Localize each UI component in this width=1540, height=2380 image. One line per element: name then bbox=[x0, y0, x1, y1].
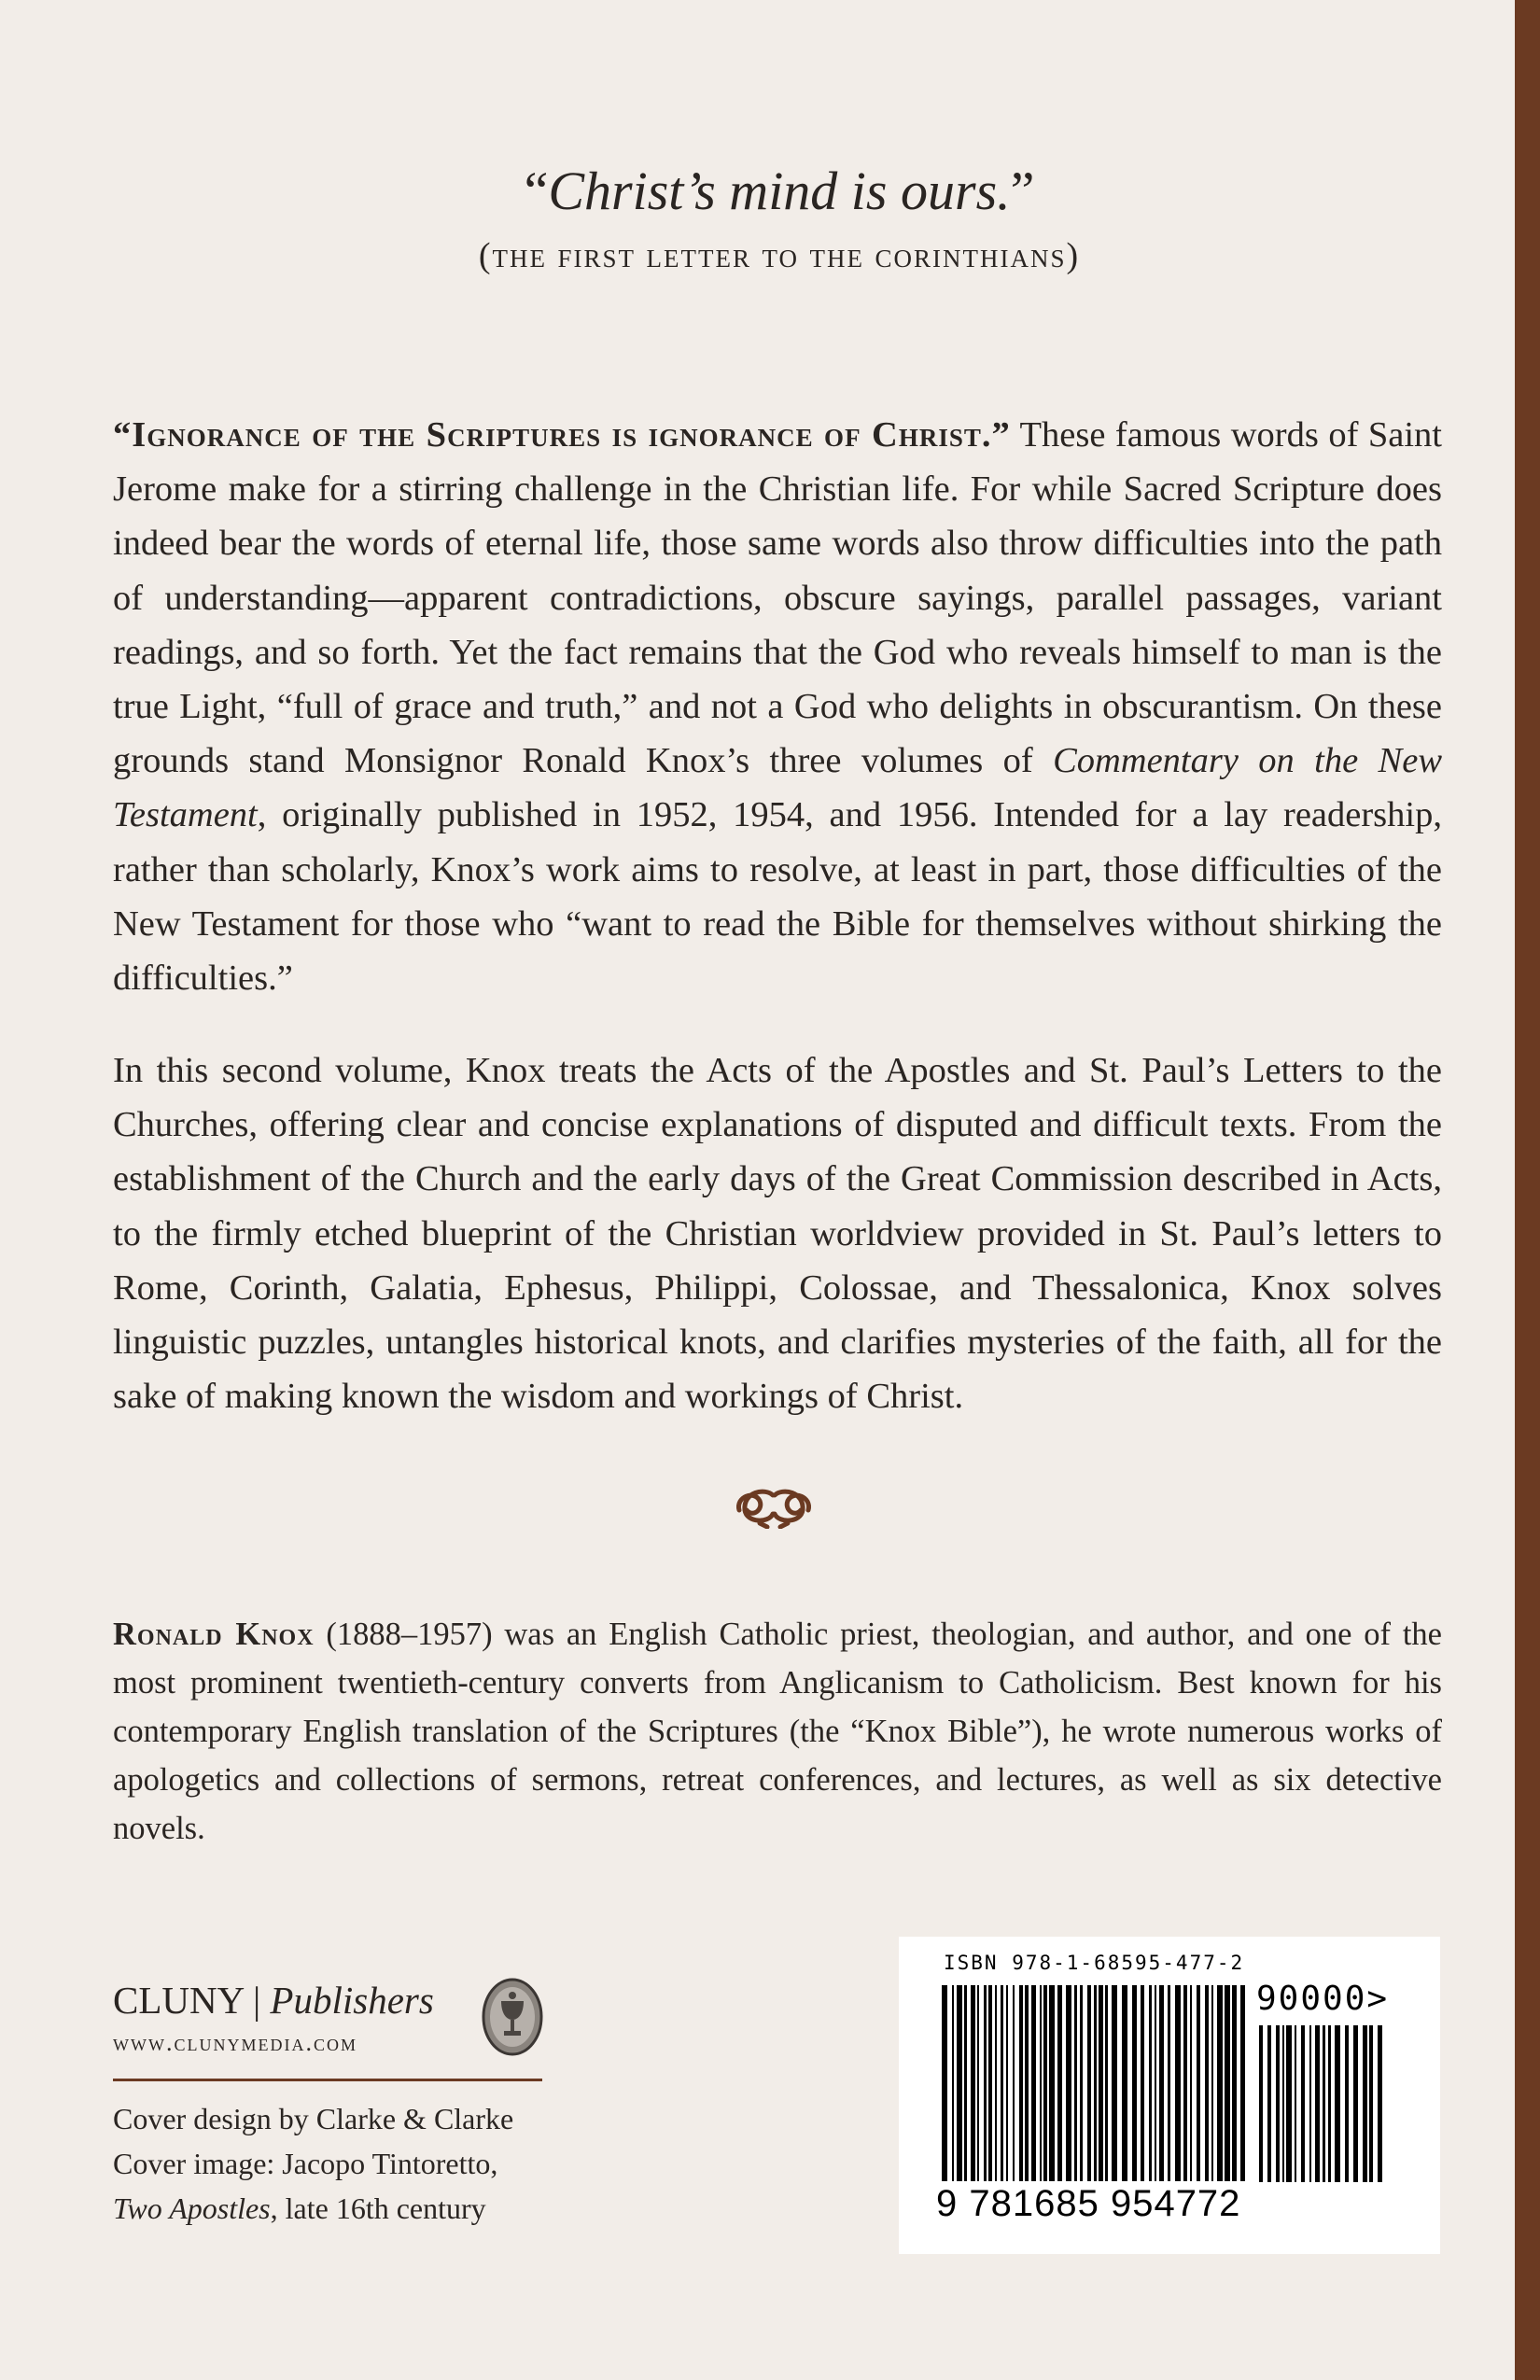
publisher-brand: CLUNY bbox=[113, 1979, 244, 2022]
author-name: Ronald Knox bbox=[113, 1617, 315, 1652]
cover-image-credit: Cover image: Jacopo Tintoretto, bbox=[113, 2147, 498, 2180]
barcode-bar bbox=[1132, 1985, 1137, 2181]
barcode-bar bbox=[1267, 2025, 1271, 2182]
barcode-bar bbox=[1112, 1985, 1117, 2181]
barcode-bar bbox=[1013, 1985, 1015, 2181]
chalice-seal-icon bbox=[481, 1977, 544, 2057]
barcode-bar bbox=[1040, 1985, 1042, 2181]
addon-number: 90000> bbox=[1256, 1980, 1390, 2018]
publisher-separator: | bbox=[243, 1979, 271, 2022]
epigraph bbox=[0, 159, 1540, 282]
barcode-bar bbox=[1149, 1985, 1152, 2181]
ornament-icon bbox=[732, 1482, 816, 1529]
barcode-bar bbox=[1141, 1985, 1144, 2181]
addon-barcode bbox=[1259, 2025, 1390, 2193]
barcode-bar bbox=[1175, 1985, 1181, 2181]
barcode-bar bbox=[1378, 2025, 1382, 2182]
barcode-bar bbox=[1183, 1985, 1187, 2181]
barcode-bar bbox=[1363, 2025, 1367, 2182]
barcode-bar bbox=[1259, 2025, 1263, 2182]
barcode-bar bbox=[952, 1985, 954, 2181]
barcode-bar bbox=[1057, 1985, 1062, 2181]
barcode-bar bbox=[1168, 1985, 1170, 2181]
isbn-digits: 9 781685 954772 bbox=[936, 2183, 1241, 2224]
book-title: Commentary on the New Testament bbox=[113, 741, 1442, 835]
barcode-bar bbox=[995, 1985, 997, 2181]
barcode-bar bbox=[1225, 1985, 1230, 2181]
barcode-bar bbox=[1217, 1985, 1223, 2181]
epigraph-quote bbox=[0, 159, 1540, 224]
barcode-bar bbox=[988, 1985, 992, 2181]
barcode-bar bbox=[1286, 2025, 1292, 2182]
barcode-bar bbox=[1099, 1985, 1103, 2181]
publisher-name bbox=[113, 1977, 542, 2023]
barcode-bar bbox=[1345, 2025, 1349, 2182]
barcode-bar bbox=[971, 1985, 975, 2181]
barcode-bar bbox=[1006, 1985, 1008, 2181]
barcode-bar bbox=[977, 1985, 979, 2181]
barcode-bar bbox=[942, 1985, 947, 2181]
barcode-bar bbox=[984, 1985, 987, 2181]
barcode-bar bbox=[1159, 1985, 1164, 2181]
barcode-bar bbox=[1282, 2025, 1284, 2182]
work-title: Two Apostles bbox=[113, 2191, 271, 2225]
ean13-barcode bbox=[942, 1985, 1259, 2181]
author-bio bbox=[113, 1610, 1442, 1853]
isbn-label: ISBN 978-1-68595-477-2 bbox=[944, 1952, 1245, 1974]
barcode-panel bbox=[899, 1937, 1440, 2254]
barcode-bar bbox=[1197, 1985, 1200, 2181]
barcode-bar bbox=[1043, 1985, 1047, 2181]
barcode-bar bbox=[1122, 1985, 1127, 2181]
cover-credits bbox=[113, 2096, 598, 2231]
description-paragraph-2: In this second volume, Knox treats the Acts of the Apostles and St. Paul’s Letters to the Churches, offering clear and concise explanations of disputed and difficult texts. From the establishment of the Church and the early days of the Great Commission described in Acts, to the firmly etched blueprint of the Christian worldview provided in St. Paul’s letters to Rome, Corinth, Galatia, Ephesus, Philippi, Colossae, and Thessalonica, Knox solves linguistic puzzles, untangles historical knots, and clarifies mysteries of the faith, all for the sake of making known the wisdom and workings of Christ. bbox=[113, 1051, 1442, 1417]
barcode-bar bbox=[1301, 2025, 1305, 2182]
barcode-bar bbox=[1031, 1985, 1036, 2181]
lead-quote: “Ignorance of the Scriptures is ignorance of Christ.” bbox=[113, 415, 1011, 455]
epigraph-quote-text: Christ’s mind is ours. bbox=[548, 161, 1011, 221]
barcode-bar bbox=[1190, 1985, 1192, 2181]
work-date: , late 16th century bbox=[270, 2191, 486, 2225]
p1-text-a: These famous words of Saint Jerome make for a stirring challenge in the Christian life. For while Sacred Scripture does indeed bear the words of eternal life, those same words also throw difficulties into the path of understanding—apparent contradictions, obscure sayings, parallel passages, variant readings, and so forth. Yet the fact remains that the God who reveals himself to man is the true Light, “full of grace and truth,” and not a God who delights in obscurantism. On these grounds stand Monsignor Ronald Knox’s three volumes of bbox=[113, 415, 1443, 781]
cover-design-credit: Cover design by Clarke & Clarke bbox=[113, 2102, 514, 2135]
barcode-bar bbox=[1066, 1985, 1071, 2181]
publisher-divider bbox=[113, 2079, 542, 2081]
spine-edge bbox=[1515, 0, 1540, 2380]
quote-close-mark: ” bbox=[1010, 161, 1035, 221]
barcode-bar bbox=[1025, 1985, 1029, 2181]
barcode-bar bbox=[1315, 2025, 1320, 2182]
barcode-bar bbox=[1232, 1985, 1237, 2181]
description-paragraph-1 bbox=[113, 408, 1442, 1005]
barcode-bar bbox=[1323, 2025, 1325, 2182]
p1-text-b: , originally published in 1952, 1954, and 1956. Intended for a lay readership, rather than scholarly, Knox’s work aims to resolve, at least in part, those difficulties of the New Testament for those who “want to read the Bible for themselves without shirking the difficulties.” bbox=[113, 795, 1442, 999]
barcode-bar bbox=[1369, 2025, 1373, 2182]
barcode-bar bbox=[1309, 2025, 1311, 2182]
barcode-bar bbox=[1276, 2025, 1280, 2182]
barcode-bar bbox=[1240, 1985, 1245, 2181]
barcode-bar bbox=[1328, 2025, 1331, 2182]
barcode-bar bbox=[1080, 1985, 1083, 2181]
barcode-bar bbox=[1105, 1985, 1108, 2181]
epigraph-source: (the first letter to the corinthians) bbox=[478, 236, 1081, 275]
barcode-bar bbox=[1094, 1985, 1097, 2181]
barcode-bar bbox=[1074, 1985, 1077, 2181]
publisher-url: www.clunymedia.com bbox=[113, 2029, 357, 2056]
barcode-bar bbox=[964, 1985, 967, 2181]
barcode-bar bbox=[1087, 1985, 1091, 2181]
barcode-bar bbox=[957, 1985, 962, 2181]
barcode-bar bbox=[1049, 1985, 1055, 2181]
publisher-label: Publishers bbox=[270, 1979, 434, 2022]
barcode-bar bbox=[1001, 1985, 1003, 2181]
publisher-block bbox=[113, 1977, 542, 2057]
barcode-bar bbox=[1205, 1985, 1209, 2181]
barcode-bar bbox=[1335, 2025, 1340, 2182]
bio-text: (1888–1957) was an English Catholic priest, theologian, and author, and one of the most prominent twentieth-century converts from Anglicanism to Catholicism. Best known for his contemporary English translation of the Scriptures (the “Knox Bible”), he wrote numerous works of apologetics and collections of sermons, retreat conferences, and lectures, as well as six detective novels. bbox=[113, 1617, 1442, 1846]
barcode-bar bbox=[1353, 2025, 1358, 2182]
quote-open-mark: “ bbox=[524, 161, 549, 221]
cover-image-work bbox=[113, 2186, 598, 2231]
barcode-bar bbox=[1211, 1985, 1213, 2181]
barcode-bar bbox=[1155, 1985, 1156, 2181]
barcode-bar bbox=[1295, 2025, 1296, 2182]
barcode-bar bbox=[1019, 1985, 1023, 2181]
